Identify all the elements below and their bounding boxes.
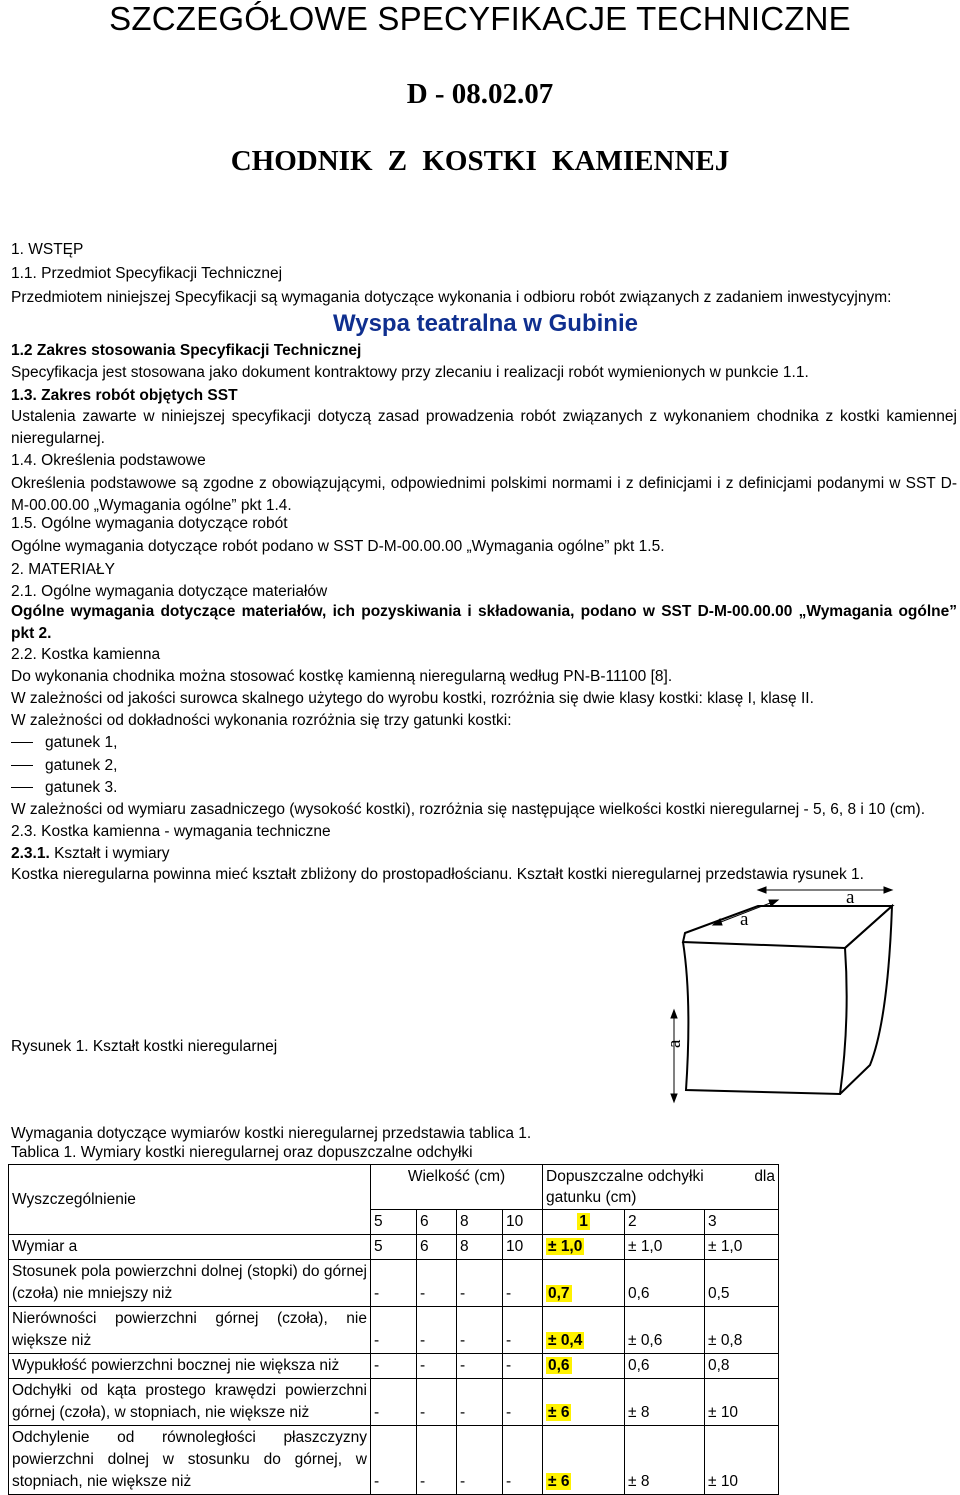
section-2-2-paragraph-3: W zależności od dokładności wykonania rozróżnia się trzy gatunki kostki: xyxy=(11,712,512,729)
section-2-1-text: Ogólne wymagania dotyczące materiałów, ich pozyskiwania i składowania, podano w SST D-M-00.00.00 „Wymagania ogólne” pkt 2. xyxy=(11,603,957,642)
section-1-1-heading: 1.1. Przedmiot Specyfikacji Technicznej xyxy=(11,265,283,282)
section-1-3-heading: 1.3. Zakres robót objętych SST xyxy=(11,387,238,404)
table-row xyxy=(9,1379,779,1426)
section-2-heading: 2. MATERIAŁY xyxy=(11,561,115,578)
grade-1-value: 0,6 xyxy=(543,1354,625,1379)
table-row xyxy=(9,1307,779,1354)
section-1-4-heading: 1.4. Określenia podstawowe xyxy=(11,452,206,469)
spec-code: D - 08.02.07 xyxy=(406,78,554,110)
table-cell: 6 xyxy=(417,1235,457,1260)
grade-list-item: gatunek 3. xyxy=(11,779,117,797)
header-cell: Wyszczególnienie xyxy=(9,1165,371,1235)
row-label: Nierówności powierzchni górnej (czoła), nie większe niż xyxy=(9,1307,371,1354)
section-2-3-1-heading: 2.3.1. Kształt i wymiary xyxy=(11,845,170,862)
table-cell: - xyxy=(417,1260,457,1307)
dimensions-table xyxy=(8,1164,779,1495)
grade-3-value: 0,5 xyxy=(705,1260,779,1307)
header-cell: Dopuszczalne odchyłki dla gatunku (cm) xyxy=(543,1165,779,1210)
table-cell: - xyxy=(371,1379,417,1426)
section-2-2-paragraph-1: Do wykonania chodnika można stosować kostkę kamienną nieregularną według PN-B-11100 [8]. xyxy=(11,668,673,685)
section-1-1-text: Przedmiotem niniejszej Specyfikacji są wymagania dotyczące wykonania i odbioru robót związanych z zadaniem inwestycyjnym: xyxy=(11,289,892,306)
section-1-5-heading: 1.5. Ogólne wymagania dotyczące robót xyxy=(11,515,288,532)
table-cell: 8 xyxy=(457,1235,503,1260)
table-row xyxy=(9,1354,779,1379)
dash-bullet xyxy=(11,742,33,743)
table-cell: - xyxy=(503,1379,543,1426)
table-intro: Wymagania dotyczące wymiarów kostki nieregularnej przedstawia tablica 1. xyxy=(11,1125,532,1142)
table-cell: - xyxy=(371,1426,417,1495)
table-cell: - xyxy=(417,1426,457,1495)
row-label: Odchyłki od kąta prostego krawędzi powierzchni górnej (czoła), w stopniach, nie większe niż xyxy=(9,1379,371,1426)
document-title: SZCZEGÓŁOWE SPECYFIKACJE TECHNICZNE xyxy=(109,0,851,37)
table-cell: - xyxy=(417,1307,457,1354)
header-cell: 10 xyxy=(503,1210,543,1235)
grade-1-value: ± 6 xyxy=(543,1426,625,1495)
header-cell: 2 xyxy=(625,1210,705,1235)
table-cell: - xyxy=(457,1379,503,1426)
dimension-label: a xyxy=(846,887,855,908)
grade-3-value: ± 1,0 xyxy=(705,1235,779,1260)
grade-2-value: ± 8 xyxy=(625,1426,705,1495)
section-2-2-paragraph-2: W zależności od jakości surowca skalnego użytego do wyrobu kostki, rozróżnia się dwie klasy kostki: klasę I, klasę II. xyxy=(11,690,814,707)
grade-2-value: ± 8 xyxy=(625,1379,705,1426)
section-1-3-text: Ustalenia zawarte w niniejszej specyfikacji dotyczą zasad prowadzenia robót związanych z wykonaniem chodnika z kostki kamiennej nieregularnej. xyxy=(11,408,957,447)
grade-2-value: ± 0,6 xyxy=(625,1307,705,1354)
table-row xyxy=(9,1235,779,1260)
grade-2-value: ± 1,0 xyxy=(625,1235,705,1260)
section-2-2-heading: 2.2. Kostka kamienna xyxy=(11,646,161,663)
project-name: Wyspa teatralna w Gubinie xyxy=(333,310,638,337)
spec-subject: CHODNIK Z KOSTKI KAMIENNEJ xyxy=(230,145,730,177)
header-cell: 1 xyxy=(543,1210,625,1235)
section-2-3-1-text: Kostka nieregularna powinna mieć kształt zbliżony do prostopadłościanu. Kształt kostki nieregularnej przedstawia rysunek 1. xyxy=(11,866,864,883)
table-row xyxy=(9,1426,779,1495)
grade-1-value: ± 6 xyxy=(543,1379,625,1426)
dimension-label: a xyxy=(740,909,749,930)
section-2-2-paragraph-4: W zależności od wymiaru zasadniczego (wysokość kostki), rozróżnia się następujące wielkości kostki nieregularnej - 5, 6, 8 i 10 (cm). xyxy=(11,801,926,818)
header-cell: 8 xyxy=(457,1210,503,1235)
dash-bullet xyxy=(11,765,33,766)
table-cell: 10 xyxy=(503,1235,543,1260)
table-cell: - xyxy=(503,1426,543,1495)
grade-2-value: 0,6 xyxy=(625,1354,705,1379)
row-label: Odchylenie od równoległości płaszczyzny powierzchni dolnej w stosunku do górnej, w stopniach, nie większe niż xyxy=(9,1426,371,1495)
table-cell: 5 xyxy=(371,1235,417,1260)
figure-caption: Rysunek 1. Kształt kostki nieregularnej xyxy=(11,1038,278,1055)
dimension-label: a xyxy=(664,1039,685,1048)
table-cell: - xyxy=(457,1426,503,1495)
grade-1-value: ± 0,4 xyxy=(543,1307,625,1354)
section-1-5-text: Ogólne wymagania dotyczące robót podano w SST D-M-00.00.00 „Wymagania ogólne” pkt 1.5. xyxy=(11,538,665,555)
table-cell: - xyxy=(371,1354,417,1379)
stone-cube-figure xyxy=(640,870,940,1110)
grade-3-value: ± 0,8 xyxy=(705,1307,779,1354)
table-cell: - xyxy=(503,1260,543,1307)
grade-1-value: ± 1,0 xyxy=(543,1235,625,1260)
row-label: Wymiar a xyxy=(9,1235,371,1260)
dash-bullet xyxy=(11,787,33,788)
row-label: Wypukłość powierzchni bocznej nie większa niż xyxy=(9,1354,371,1379)
header-cell: 6 xyxy=(417,1210,457,1235)
section-2-3-heading: 2.3. Kostka kamienna - wymagania techniczne xyxy=(11,823,331,840)
grade-3-value: 0,8 xyxy=(705,1354,779,1379)
header-cell: 5 xyxy=(371,1210,417,1235)
grade-3-value: ± 10 xyxy=(705,1379,779,1426)
grade-1-value: 0,7 xyxy=(543,1260,625,1307)
table-cell: - xyxy=(371,1260,417,1307)
section-1-2-text: Specyfikacja jest stosowana jako dokument kontraktowy przy zlecaniu i realizacji robót wymienionych w punkcie 1.1. xyxy=(11,364,809,381)
table-cell: - xyxy=(417,1379,457,1426)
table-cell: - xyxy=(503,1354,543,1379)
grade-3-value: ± 10 xyxy=(705,1426,779,1495)
table-row xyxy=(9,1260,779,1307)
grade-2-value: 0,6 xyxy=(625,1260,705,1307)
header-cell: 3 xyxy=(705,1210,779,1235)
grade-list-item: gatunek 1, xyxy=(11,734,117,752)
table-cell: - xyxy=(503,1307,543,1354)
grade-list-item: gatunek 2, xyxy=(11,757,117,775)
table-cell: - xyxy=(457,1307,503,1354)
section-1-4-text: Określenia podstawowe są zgodne z obowiązującymi, odpowiednimi polskimi normami i z definicjami i z definicjami podanymi w SST D-M-00.00.00 „Wymagania ogólne” pkt 1.4. xyxy=(11,475,957,514)
table-cell: - xyxy=(457,1354,503,1379)
table-cell: - xyxy=(457,1260,503,1307)
header-cell: Wielkość (cm) xyxy=(371,1165,543,1210)
section-2-1-heading: 2.1. Ogólne wymagania dotyczące materiałów xyxy=(11,583,328,600)
table-header-row xyxy=(9,1165,779,1210)
section-1-2-heading: 1.2 Zakres stosowania Specyfikacji Technicznej xyxy=(11,342,362,359)
section-1-heading: 1. WSTĘP xyxy=(11,241,84,258)
row-label: Stosunek pola powierzchni dolnej (stopki) do górnej (czoła) nie mniejszy niż xyxy=(9,1260,371,1307)
table-cell: - xyxy=(371,1307,417,1354)
table-cell: - xyxy=(417,1354,457,1379)
table-caption: Tablica 1. Wymiary kostki nieregularnej oraz dopuszczalne odchyłki xyxy=(11,1144,473,1161)
